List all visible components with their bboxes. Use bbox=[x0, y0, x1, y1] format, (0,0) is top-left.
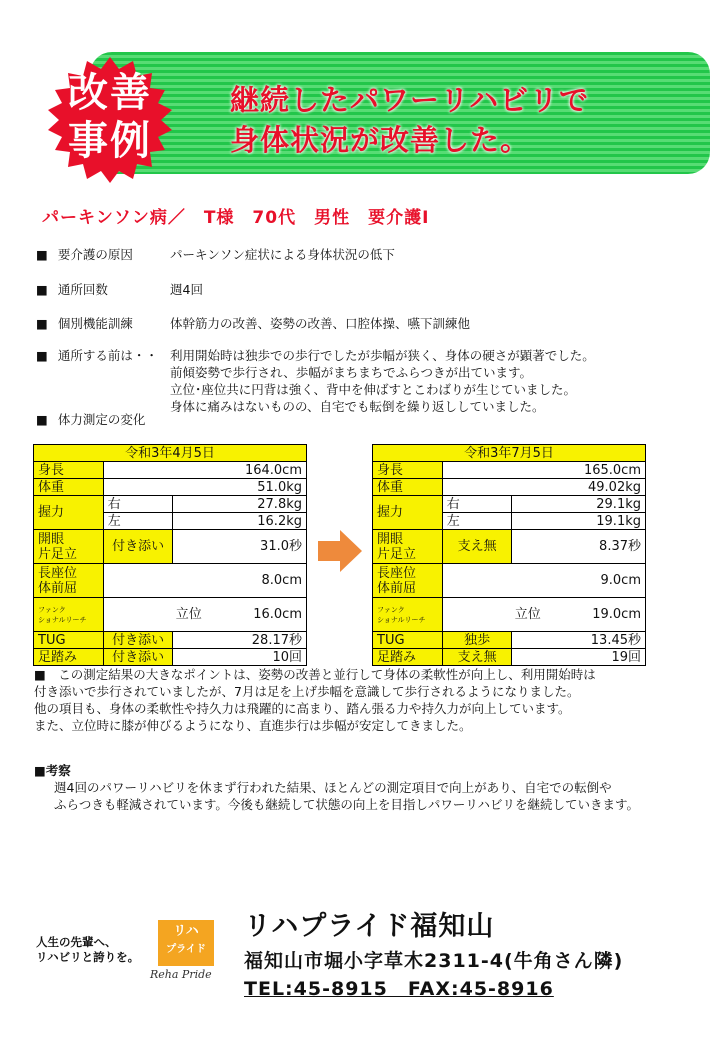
row-label-line: ショナルリーチ bbox=[38, 615, 87, 624]
result-line: 他の項目も、身体の柔軟性や持久力は飛躍的に高まり、踏ん張る力や持久力が向上しています。 bbox=[34, 701, 571, 716]
discussion-line: ふらつきも軽減されています。今後も継続して状態の向上を目指しパワーリハビリを継続していきます。 bbox=[54, 797, 640, 812]
row-value bbox=[103, 598, 306, 632]
table-row bbox=[34, 530, 307, 564]
headline-line-2: 身体状況が改善した。 bbox=[230, 123, 531, 157]
table-row bbox=[373, 479, 646, 496]
row-value: 51.0kg bbox=[103, 479, 306, 496]
row-label-line: 片足立 bbox=[38, 546, 78, 562]
row-label bbox=[373, 598, 443, 632]
discussion-label: ■考察 bbox=[34, 763, 71, 778]
row-value: 164.0cm bbox=[103, 462, 306, 479]
visits-value: 週4回 bbox=[170, 282, 203, 297]
before-line: 利用開始時は独歩での歩行でしたが歩幅が狭く、身体の硬さが顕著でした。 bbox=[170, 348, 595, 363]
row-label-line: ショナルリーチ bbox=[377, 615, 426, 624]
grip-side: 左 bbox=[442, 513, 512, 530]
row-value: 8.0cm bbox=[103, 564, 306, 598]
table-row bbox=[373, 598, 646, 632]
table-row bbox=[373, 462, 646, 479]
training-value: 体幹筋力の改善、姿勢の改善、口腔体操、嚥下訓練他 bbox=[170, 316, 471, 331]
row-label bbox=[34, 598, 104, 632]
table-row bbox=[373, 649, 646, 666]
row-value: 16.2kg bbox=[173, 513, 307, 530]
table-row bbox=[34, 649, 307, 666]
table-row bbox=[34, 564, 307, 598]
assist-label: 独歩 bbox=[442, 632, 512, 649]
row-value: 28.17秒 bbox=[173, 632, 307, 649]
row-value: 13.45秒 bbox=[512, 632, 646, 649]
row-label: 体重 bbox=[34, 479, 104, 496]
before-text bbox=[170, 347, 690, 415]
discussion-section bbox=[34, 762, 684, 813]
table-row bbox=[34, 462, 307, 479]
row-label-line: 片足立 bbox=[377, 546, 417, 562]
visits-label: ■ 通所回数 bbox=[36, 281, 108, 298]
slogan-line: 人生の先輩へ、 bbox=[36, 935, 117, 949]
discussion-line: 週4回のパワーリハビリを休まず行われた結果、ほとんどの測定項目で向上があり、自宅での転倒や bbox=[54, 780, 612, 795]
table-row bbox=[373, 530, 646, 564]
row-value: 19回 bbox=[512, 649, 646, 666]
row-label: TUG bbox=[373, 632, 443, 649]
row-value: 8.37秒 bbox=[512, 530, 646, 564]
assist-label: 付き添い bbox=[103, 530, 173, 564]
row-value: 9.0cm bbox=[442, 564, 645, 598]
row-value: 29.1kg bbox=[512, 496, 646, 513]
row-label: 体重 bbox=[373, 479, 443, 496]
func-position: 立位 bbox=[514, 607, 541, 622]
cause-value: パーキンソン症状による身体状況の低下 bbox=[170, 247, 395, 262]
headline bbox=[230, 80, 589, 160]
company-logo bbox=[158, 920, 214, 966]
badge-line-1: 改善 bbox=[68, 70, 152, 116]
row-label bbox=[373, 564, 443, 598]
case-badge bbox=[30, 55, 190, 185]
table-row bbox=[373, 496, 646, 513]
before-line: 身体に痛みはないものの、自宅でも転倒を繰り返ししていました。 bbox=[170, 399, 545, 414]
func-position: 立位 bbox=[175, 607, 202, 622]
row-label: 身長 bbox=[373, 462, 443, 479]
headline-line-1: 継続したパワーリハビリで bbox=[230, 83, 590, 117]
row-label: 足踏み bbox=[373, 649, 443, 666]
training-label: ■ 個別機能訓練 bbox=[36, 315, 133, 332]
table-row bbox=[34, 598, 307, 632]
func-value: 16.0cm bbox=[253, 607, 302, 622]
arrow-right-icon bbox=[318, 528, 364, 574]
table-row bbox=[373, 632, 646, 649]
table-row bbox=[34, 479, 307, 496]
func-value: 19.0cm bbox=[592, 607, 641, 622]
contact-numbers: TEL:45-8915 FAX:45-8916 bbox=[244, 978, 554, 1000]
row-label-line: 長座位 bbox=[377, 565, 417, 581]
row-value: 10回 bbox=[173, 649, 307, 666]
row-label: 握力 bbox=[373, 496, 443, 530]
row-value bbox=[442, 598, 645, 632]
table-row bbox=[373, 564, 646, 598]
assist-label: 支え無 bbox=[442, 530, 512, 564]
result-line: ■ この測定結果の大きなポイントは、姿勢の改善と並行して身体の柔軟性が向上し、利用開始時は bbox=[34, 667, 596, 682]
row-value: 27.8kg bbox=[173, 496, 307, 513]
grip-side: 右 bbox=[442, 496, 512, 513]
badge-line-2: 事例 bbox=[68, 118, 152, 164]
company-name: リハプライド福知山 bbox=[244, 911, 495, 942]
before-label: ■ 通所する前は・・ bbox=[36, 347, 158, 364]
row-label: TUG bbox=[34, 632, 104, 649]
row-label bbox=[373, 530, 443, 564]
grip-side: 左 bbox=[103, 513, 173, 530]
row-label-line: ファンク bbox=[377, 605, 405, 614]
row-value: 49.02kg bbox=[442, 479, 645, 496]
measurement-table-before bbox=[33, 444, 307, 666]
row-label bbox=[34, 530, 104, 564]
case-title: パーキンソン病／ T様 70代 男性 要介護Ⅰ bbox=[42, 208, 430, 228]
before-line: 前傾姿勢で歩行され、歩幅がまちまちでふらつきが出ています。 bbox=[170, 365, 533, 380]
row-label: 足踏み bbox=[34, 649, 104, 666]
row-label-line: ファンク bbox=[38, 605, 66, 614]
row-label-line: 体前屈 bbox=[377, 580, 417, 596]
logo-line-1: リハ bbox=[173, 924, 199, 939]
slogan-line: リハビリと誇りを。 bbox=[36, 950, 140, 964]
row-label-line: 開眼 bbox=[377, 531, 404, 547]
result-line: また、立位時に膝が伸びるようになり、直進歩行は歩幅が安定してきました。 bbox=[34, 718, 472, 733]
row-label-line: 長座位 bbox=[38, 565, 78, 581]
row-value: 165.0cm bbox=[442, 462, 645, 479]
company-address: 福知山市堀小字草木2311-4(牛角さん隣) bbox=[244, 950, 624, 972]
cause-label: ■ 要介護の原因 bbox=[36, 246, 133, 263]
row-label: 身長 bbox=[34, 462, 104, 479]
result-line: 付き添いで歩行されていましたが、7月は足を上げ歩幅を意識して歩行されるようになりました。 bbox=[34, 684, 580, 699]
measure-label: ■ 体力測定の変化 bbox=[36, 411, 145, 428]
measurement-table-after bbox=[372, 444, 646, 666]
table-row bbox=[34, 496, 307, 513]
table-date: 令和3年4月5日 bbox=[34, 445, 307, 462]
assist-label: 付き添い bbox=[103, 632, 173, 649]
before-line: 立位･座位共に円背は強く、背中を伸ばすとこわばりが生じていました。 bbox=[170, 382, 577, 397]
row-label-line: 開眼 bbox=[38, 531, 65, 547]
table-row bbox=[34, 632, 307, 649]
row-label: 握力 bbox=[34, 496, 104, 530]
logo-line-2: プライド bbox=[166, 944, 206, 955]
result-paragraph bbox=[34, 666, 684, 734]
signature-mark: Reha Pride bbox=[150, 968, 212, 981]
grip-side: 右 bbox=[103, 496, 173, 513]
row-value: 19.1kg bbox=[512, 513, 646, 530]
slogan bbox=[36, 935, 139, 965]
row-label-line: 体前屈 bbox=[38, 580, 78, 596]
row-value: 31.0秒 bbox=[173, 530, 307, 564]
assist-label: 支え無 bbox=[442, 649, 512, 666]
row-label bbox=[34, 564, 104, 598]
assist-label: 付き添い bbox=[103, 649, 173, 666]
table-date: 令和3年7月5日 bbox=[373, 445, 646, 462]
